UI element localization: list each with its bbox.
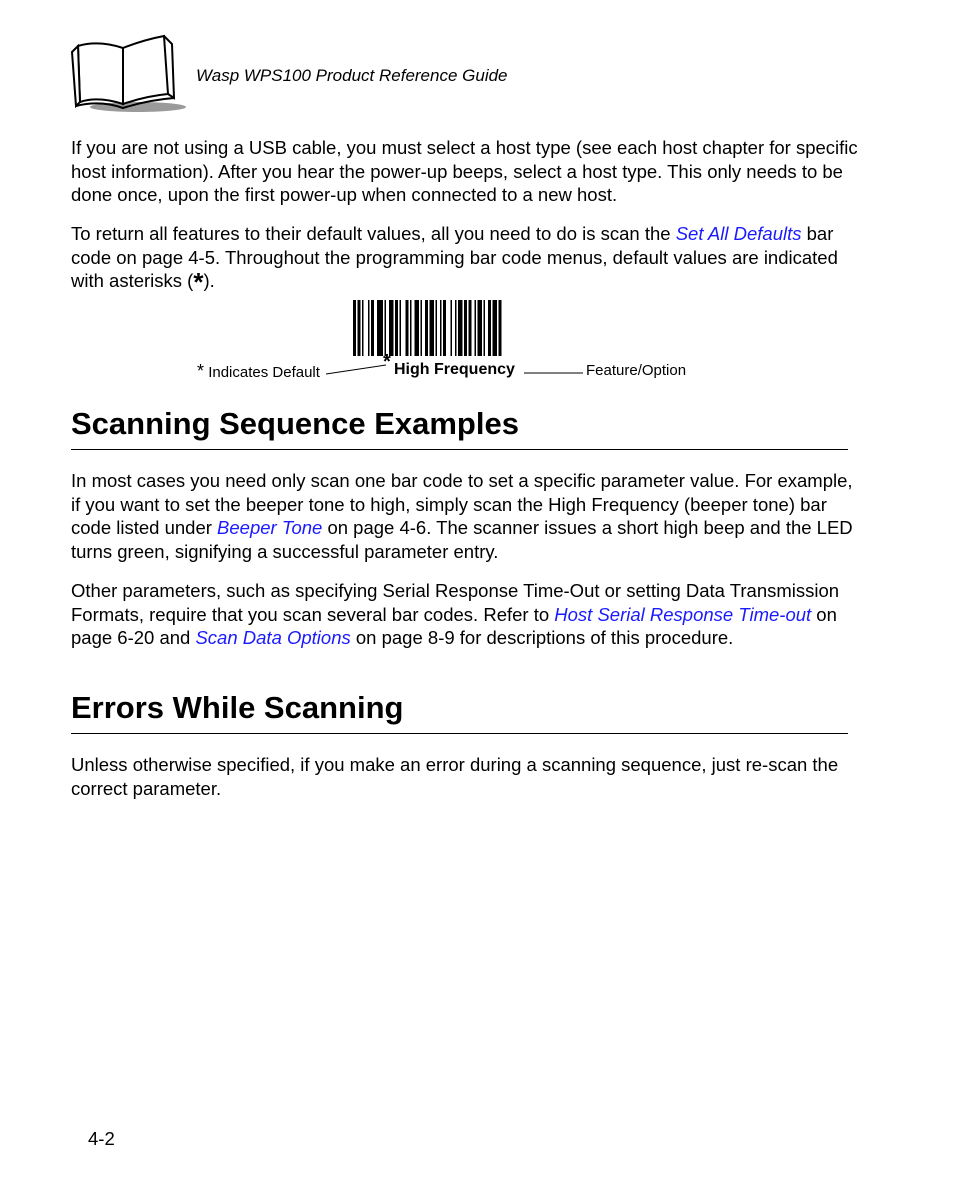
section-heading-errors: Errors While Scanning bbox=[71, 690, 404, 725]
intro-paragraph-2 bbox=[71, 222, 861, 298]
book-logo-icon bbox=[68, 34, 188, 116]
indicates-default-text: Indicates Default bbox=[208, 364, 320, 381]
header-title: Wasp WPS100 Product Reference Guide bbox=[196, 66, 508, 85]
section2-paragraph-1: Unless otherwise specified, if you make an error during a scanning sequence, just re-scan the correct parameter. bbox=[71, 754, 839, 799]
set-all-defaults-link[interactable]: Set All Defaults bbox=[675, 223, 802, 244]
intro-paragraph-1: If you are not using a USB cable, you must select a host type (see each host chapter for specific host information). After you hear the power-up beeps, select a host type. This only needs to be done once, upon the first power-up when connected to a new host. bbox=[71, 137, 858, 206]
text-run: on page 8-9 for descriptions of this procedure. bbox=[350, 627, 734, 649]
asterisk-symbol: * bbox=[193, 267, 204, 298]
text-run: Other parameters, such as specifying Serial Response Time-Out or setting Data Transmission Formats, require that you scan several bar codes. Refer to bbox=[71, 580, 840, 625]
text-run: on page 4-6. The scanner issues a short high beep and the LED turns green, signifying a successful parameter entry. bbox=[71, 517, 853, 562]
section-heading-scanning-sequence: Scanning Sequence Examples bbox=[71, 406, 519, 441]
feature-option-label: Feature/Option bbox=[586, 362, 687, 379]
indicates-default-label bbox=[197, 361, 320, 382]
barcode-image bbox=[353, 300, 502, 356]
barcode-option-label: High Frequency bbox=[394, 361, 515, 378]
host-serial-response-link[interactable]: Host Serial Response Time-out bbox=[554, 603, 812, 625]
text-run: In most cases you need only scan one bar code to set a specific parameter value. For example, if you want to set the beeper tone to high, simply scan the High Frequency (beeper tone) bar code listed under bbox=[71, 470, 853, 539]
text-run: To return all features to their default values, all you need to do is scan the bbox=[71, 223, 676, 244]
section-divider bbox=[71, 449, 848, 450]
section1-paragraph-2 bbox=[71, 579, 861, 650]
section1-paragraph-1 bbox=[71, 469, 861, 563]
page-number: 4-2 bbox=[88, 1128, 115, 1149]
scan-data-options-link[interactable]: Scan Data Options bbox=[195, 627, 351, 649]
beeper-tone-link[interactable]: Beeper Tone bbox=[217, 517, 323, 539]
asterisk-symbol: * bbox=[197, 361, 205, 381]
default-asterisk: * bbox=[383, 351, 391, 373]
section-divider bbox=[71, 733, 848, 734]
text-run: bar code on page 4-5. Throughout the programming bar code menus, default values are indicated with asterisks ( bbox=[71, 223, 838, 292]
text-run: on page 6-20 and bbox=[71, 603, 837, 649]
text-run: ). bbox=[203, 270, 215, 292]
